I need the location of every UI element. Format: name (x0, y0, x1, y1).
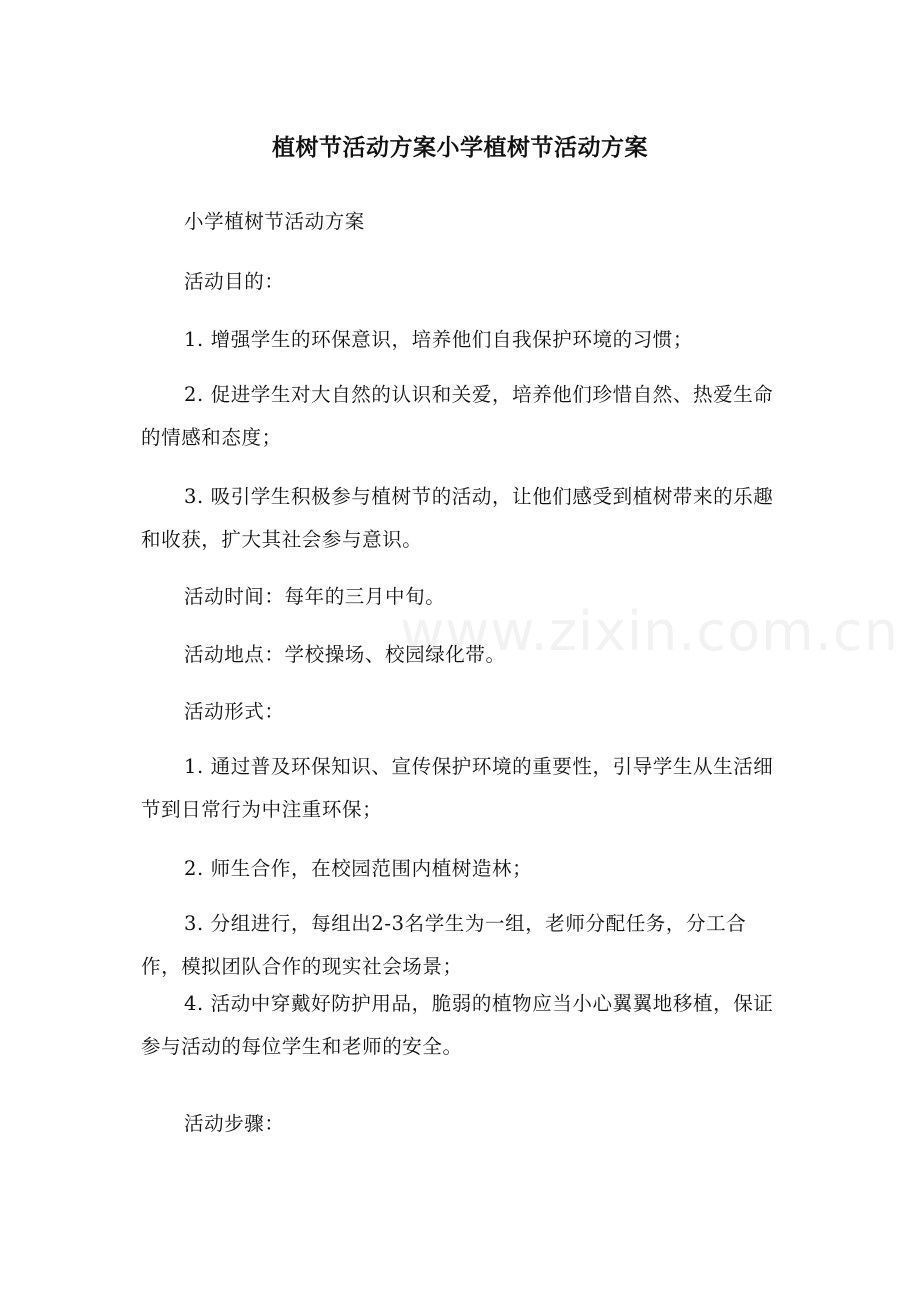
paragraph-purpose-heading: 活动目的： (184, 270, 285, 293)
watermark: www.zixin.com.cn (400, 600, 899, 663)
paragraph-form-1: 1. 通过普及环保知识、宣传保护环境的重要性，引导学生从生活细节到日常行为中注重环保； (141, 755, 774, 821)
paragraph-steps-heading: 活动步骤： (184, 1112, 285, 1135)
paragraph-form-heading: 活动形式： (184, 700, 285, 723)
paragraph-form-3: 3. 分组进行，每组出2-3名学生为一组，老师分配任务，分工合作，模拟团队合作的现实社会场景； (141, 912, 747, 978)
paragraph-subtitle: 小学植树节活动方案 (184, 210, 365, 233)
paragraph-form-2: 2. 师生合作，在校园范围内植树造林； (184, 857, 533, 880)
paragraph-form-4: 4. 活动中穿戴好防护用品，脆弱的植物应当小心翼翼地移植，保证参与活动的每位学生和老师的安全。 (141, 992, 774, 1058)
paragraph-purpose-3: 3. 吸引学生积极参与植树节的活动，让他们感受到植树带来的乐趣和收获，扩大其社会参与意识。 (141, 485, 774, 551)
paragraph-purpose-2: 2. 促进学生对大自然的认识和关爱，培养他们珍惜自然、热爱生命的情感和态度； (141, 383, 774, 449)
paragraph-purpose-1: 1. 增强学生的环保意识，培养他们自我保护环境的习惯； (184, 328, 694, 351)
page-title: 植树节活动方案小学植树节活动方案 (272, 135, 648, 161)
paragraph-time: 活动时间：每年的三月中旬。 (184, 585, 446, 608)
paragraph-location: 活动地点：学校操场、校园绿化带。 (184, 643, 506, 666)
